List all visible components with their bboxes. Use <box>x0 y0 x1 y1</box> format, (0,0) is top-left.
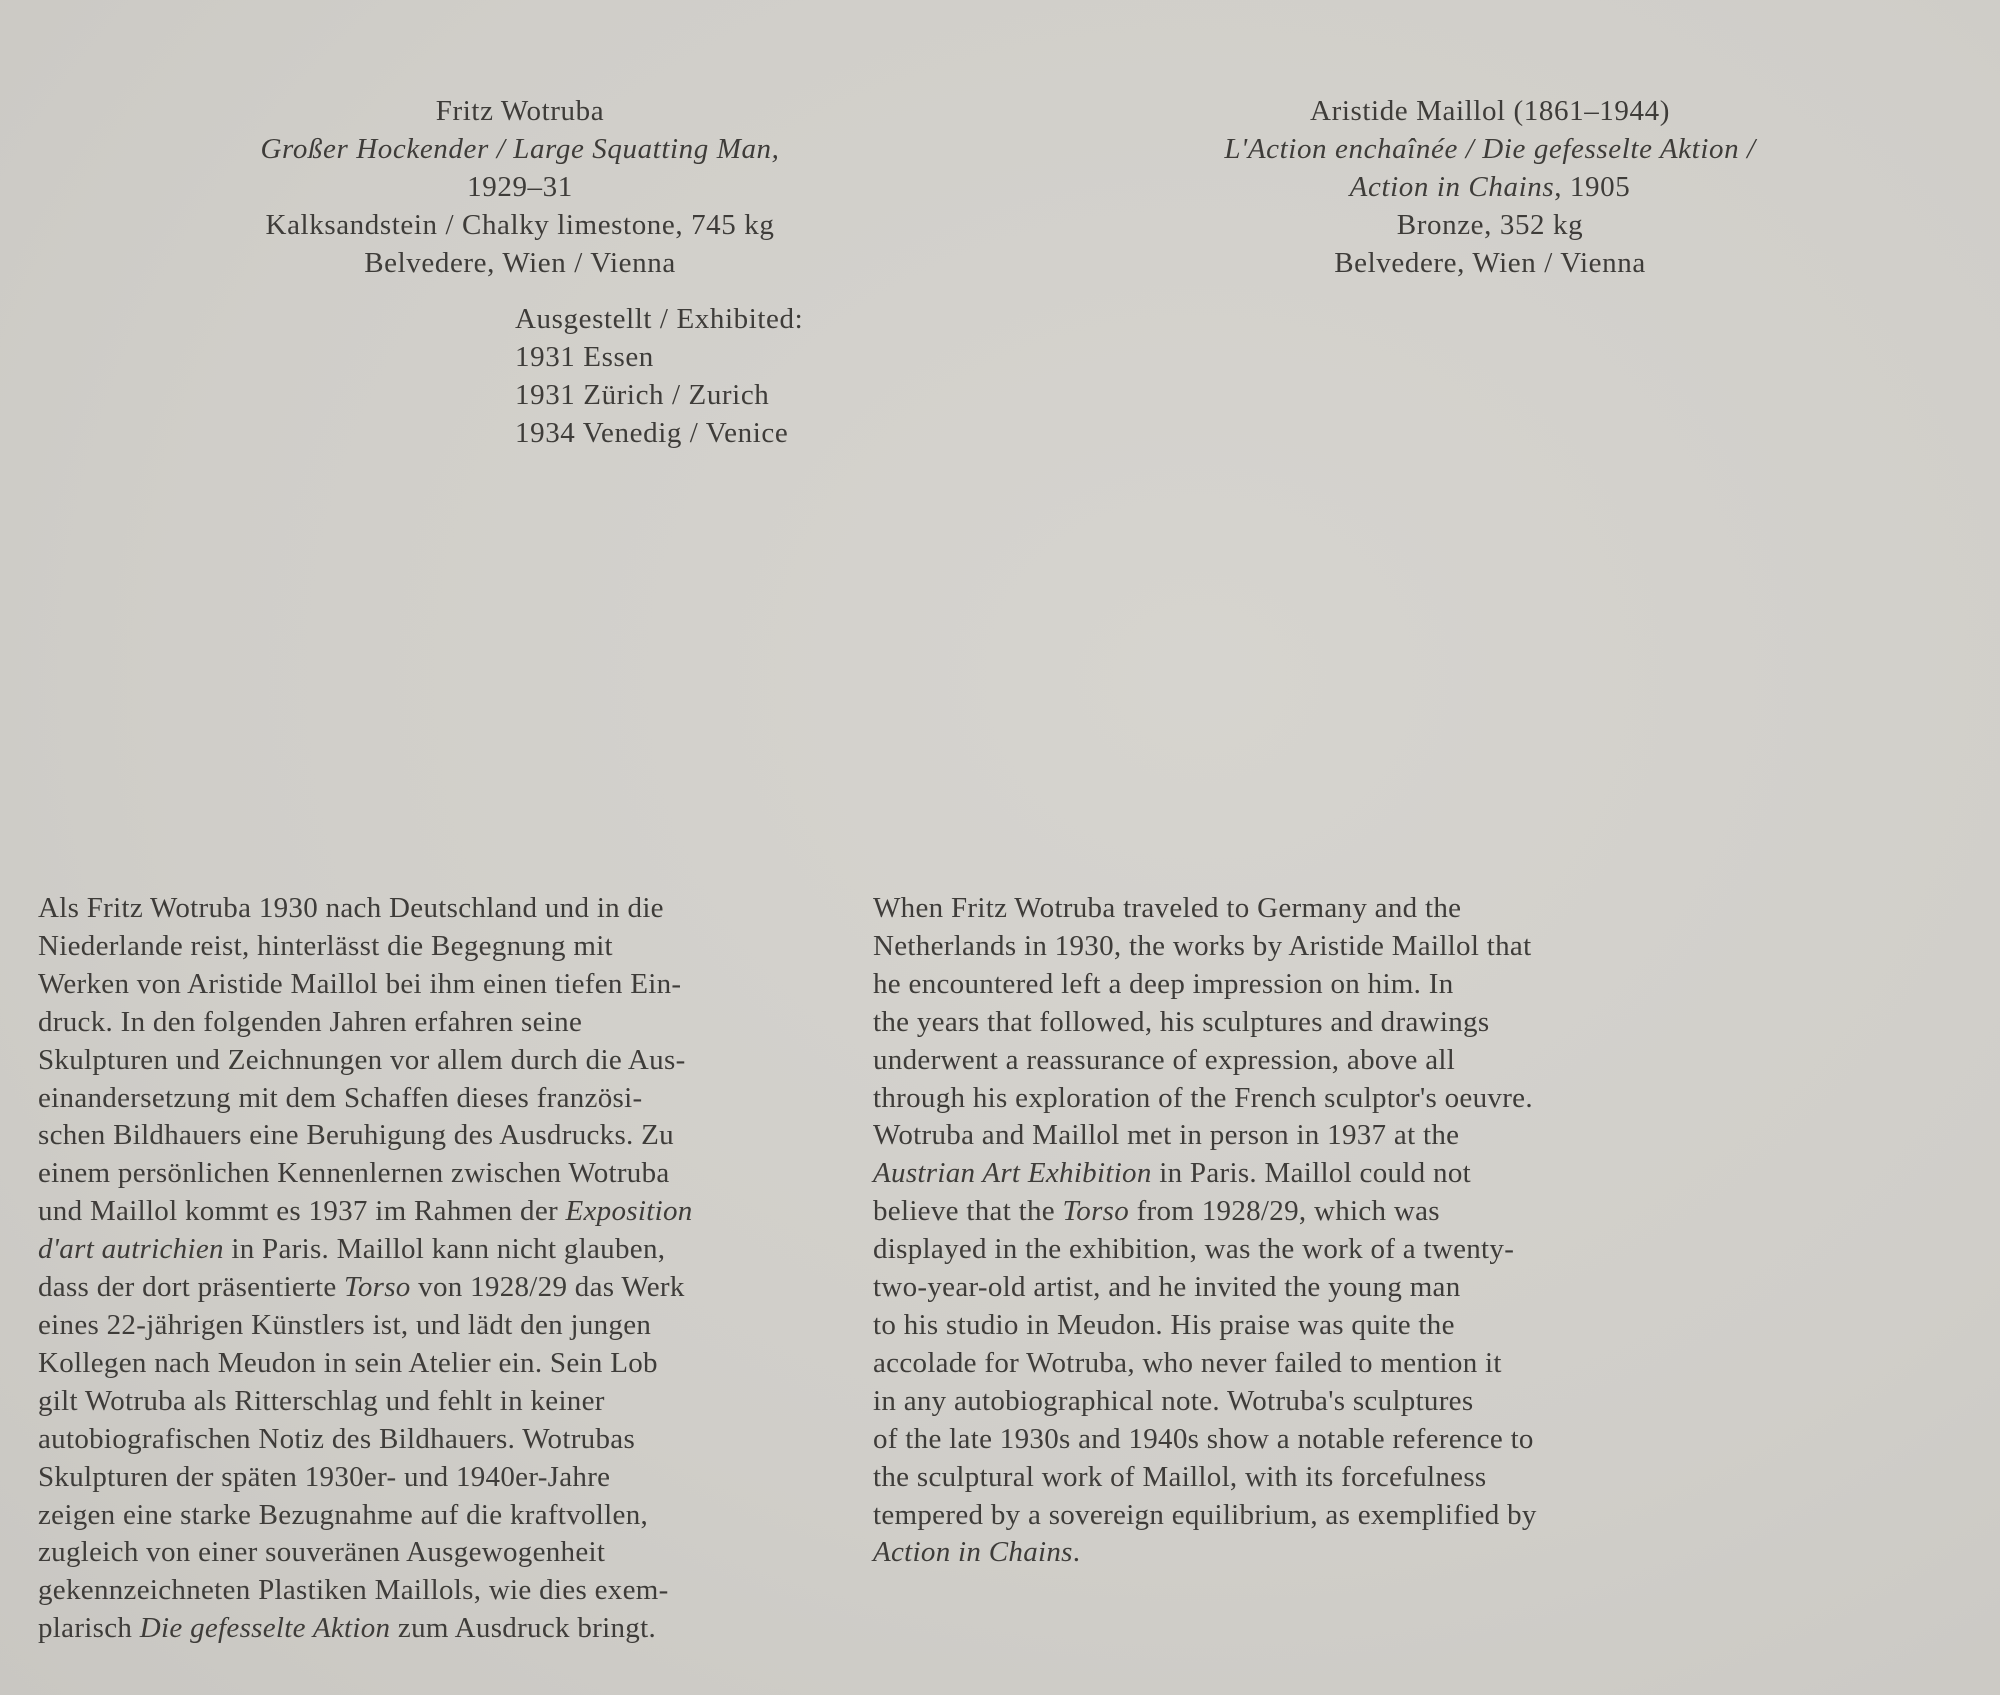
artwork-collection: Belvedere, Wien / Vienna <box>364 247 676 279</box>
exhibition-item: 1931 Essen <box>515 341 654 373</box>
text-line: the years that followed, his sculptures and drawings <box>873 1005 1490 1038</box>
text-line: accolade for Wotruba, who never failed to mention it <box>873 1346 1502 1379</box>
text-line: two-year-old artist, and he invited the young man <box>873 1271 1461 1304</box>
exhibition-item: 1931 Zürich / Zurich <box>515 379 770 411</box>
artwork-title-english: Action in Chains <box>1349 171 1555 203</box>
text-segment: dass der dort präsentierte <box>38 1271 345 1304</box>
text-line <box>873 1193 1673 1231</box>
artwork-date: , 1905 <box>1554 171 1631 203</box>
text-line <box>873 1534 1673 1572</box>
text-line <box>38 1269 828 1307</box>
text-line: Werken von Aristide Maillol bei ihm einen tiefen Ein- <box>38 967 682 1000</box>
text-segment: believe that the <box>873 1195 1063 1228</box>
german-text-column <box>38 890 828 1648</box>
text-line: the sculptural work of Maillol, with its forcefulness <box>873 1460 1487 1493</box>
text-line: einem persönlichen Kennenlernen zwischen Wotruba <box>38 1157 670 1190</box>
italic-title: Exposition <box>565 1195 693 1228</box>
text-line: zugleich von einer souveränen Ausgewogenheit <box>38 1536 606 1569</box>
text-line: underwent a reassurance of expression, above all <box>873 1043 1456 1076</box>
text-segment: plarisch <box>38 1612 140 1645</box>
text-line: to his studio in Meudon. His praise was quite the <box>873 1308 1455 1341</box>
text-line: Netherlands in 1930, the works by Aristide Maillol that <box>873 929 1532 962</box>
italic-title: Austrian Art Exhibition <box>873 1157 1152 1190</box>
text-line: gekennzeichneten Plastiken Maillols, wie dies exem- <box>38 1574 669 1607</box>
caption-maillol <box>1120 92 1860 282</box>
text-line: displayed in the exhibition, was the work of a twenty- <box>873 1233 1515 1266</box>
artist-name: Aristide Maillol (1861–1944) <box>1310 95 1670 127</box>
artwork-date: 1929–31 <box>467 171 573 203</box>
text-segment: von 1928/29 das Werk <box>410 1271 685 1304</box>
text-segment: . <box>1072 1536 1081 1569</box>
artwork-material: Bronze, 352 kg <box>1396 209 1584 241</box>
text-line: Skulpturen und Zeichnungen vor allem durch die Aus- <box>38 1043 686 1076</box>
artwork-collection: Belvedere, Wien / Vienna <box>1334 247 1646 279</box>
text-line: Kollegen nach Meudon in sein Atelier ein. Sein Lob <box>38 1346 658 1379</box>
text-line: through his exploration of the French sculptor's oeuvre. <box>873 1081 1533 1114</box>
text-line <box>38 1193 828 1231</box>
text-line: autobiografischen Notiz des Bildhauers. Wotrubas <box>38 1422 636 1455</box>
text-line: of the late 1930s and 1940s show a notable reference to <box>873 1422 1534 1455</box>
text-line: Skulpturen der späten 1930er- und 1940er-Jahre <box>38 1460 611 1493</box>
artwork-title: Großer Hockender / Large Squatting Man, <box>260 133 780 165</box>
text-segment: in Paris. Maillol kann nicht glauben, <box>223 1233 666 1266</box>
text-line: gilt Wotruba als Ritterschlag und fehlt in keiner <box>38 1384 605 1417</box>
text-segment: in Paris. Maillol could not <box>1151 1157 1471 1190</box>
italic-title: Action in Chains <box>873 1536 1073 1569</box>
text-line: Als Fritz Wotruba 1930 nach Deutschland und in die <box>38 892 664 924</box>
exhibition-item: 1934 Venedig / Venice <box>515 417 789 449</box>
caption-wotruba <box>160 92 880 282</box>
exhibition-history <box>515 300 803 452</box>
text-line: zeigen eine starke Bezugnahme auf die kraftvollen, <box>38 1498 649 1531</box>
italic-title: Torso <box>344 1271 411 1304</box>
text-line <box>38 1231 828 1269</box>
text-line <box>873 1155 1673 1193</box>
artist-name: Fritz Wotruba <box>435 95 605 127</box>
text-line: eines 22-jährigen Künstlers ist, und lädt den jungen <box>38 1308 652 1341</box>
text-segment: zum Ausdruck bringt. <box>390 1612 657 1645</box>
exhibited-heading: Ausgestellt / Exhibited: <box>515 303 804 335</box>
artwork-title-date <box>1120 168 1860 206</box>
text-line: When Fritz Wotruba traveled to Germany and the <box>873 892 1462 924</box>
text-line: Wotruba and Maillol met in person in 1937 at the <box>873 1119 1460 1152</box>
italic-title: d'art autrichien <box>38 1233 224 1266</box>
text-line: schen Bildhauers eine Beruhigung des Ausdrucks. Zu <box>38 1119 674 1152</box>
artwork-title: L'Action enchaînée / Die gefesselte Aktion / <box>1224 133 1756 165</box>
english-text-column <box>873 890 1673 1572</box>
italic-title: Torso <box>1062 1195 1130 1228</box>
italic-title: Die gefesselte Aktion <box>139 1612 391 1645</box>
text-segment: und Maillol kommt es 1937 im Rahmen der <box>38 1195 566 1228</box>
text-line <box>38 1610 828 1648</box>
text-segment: from 1928/29, which was <box>1129 1195 1440 1228</box>
text-line: tempered by a sovereign equilibrium, as exemplified by <box>873 1498 1537 1531</box>
text-line: einandersetzung mit dem Schaffen dieses französi- <box>38 1081 643 1114</box>
text-line: he encountered left a deep impression on him. In <box>873 967 1454 1000</box>
text-line: Niederlande reist, hinterlässt die Begegnung mit <box>38 929 613 962</box>
artwork-material: Kalksandstein / Chalky limestone, 745 kg <box>265 209 775 241</box>
text-line: druck. In den folgenden Jahren erfahren seine <box>38 1005 583 1038</box>
text-line: in any autobiographical note. Wotruba's sculptures <box>873 1384 1474 1417</box>
